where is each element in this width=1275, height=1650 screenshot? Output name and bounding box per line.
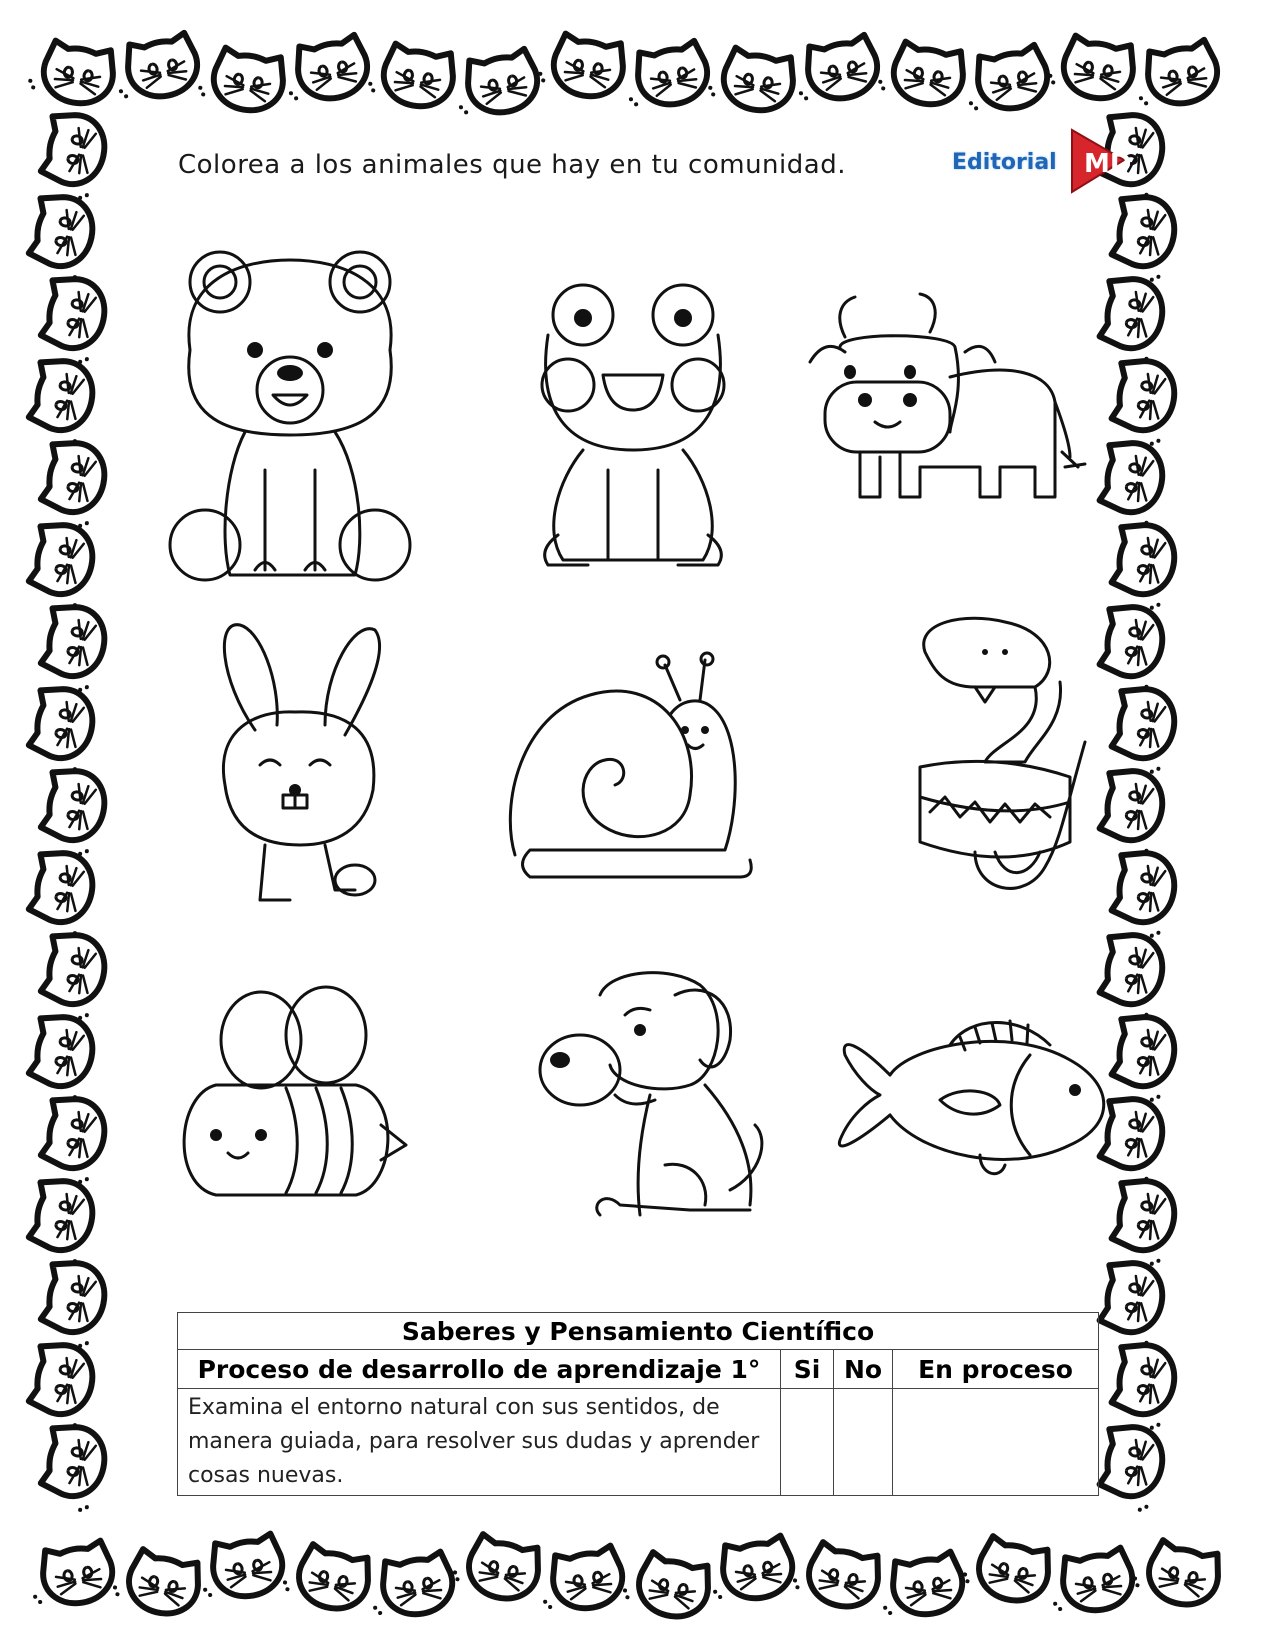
cat-face-icon <box>962 43 1053 116</box>
bear-drawing <box>170 240 410 590</box>
fish-drawing <box>830 1015 1115 1190</box>
editorial-logo <box>952 120 1132 200</box>
cat-face-icon <box>538 30 627 101</box>
cat-face-icon <box>962 1532 1054 1608</box>
cat-face-icon <box>25 1340 98 1431</box>
cat-face-icon <box>25 684 98 775</box>
cat-face-icon <box>1108 849 1179 938</box>
cat-face-icon <box>27 1539 116 1610</box>
checkbox-en-proceso[interactable] <box>893 1389 1099 1496</box>
dog-drawing <box>540 965 795 1240</box>
cat-face-icon <box>1108 193 1179 282</box>
cat-face-icon <box>1048 32 1137 103</box>
option-no: No <box>834 1350 893 1389</box>
logo-text: Editorial <box>952 150 1057 175</box>
cat-face-icon <box>1047 1546 1136 1617</box>
cat-face-icon <box>1108 1341 1179 1430</box>
option-en-proceso: En proceso <box>893 1350 1099 1389</box>
cat-face-icon <box>112 31 203 104</box>
cat-face-icon <box>28 37 117 108</box>
cat-face-icon <box>37 1422 110 1513</box>
snake-drawing <box>915 612 1100 897</box>
cat-face-icon <box>25 848 98 939</box>
instruction-text: Colorea a los animales que hay en tu comunidad. <box>178 150 846 180</box>
cat-face-icon <box>282 1540 374 1616</box>
cat-face-icon <box>1108 1177 1179 1266</box>
cat-face-icon <box>1096 1259 1167 1348</box>
cat-face-icon <box>622 39 713 112</box>
cat-face-icon <box>25 356 98 447</box>
cat-face-icon <box>708 44 797 115</box>
cat-face-icon <box>198 44 287 115</box>
option-si: Si <box>781 1350 834 1389</box>
cat-face-icon <box>452 47 543 120</box>
cat-face-icon <box>368 40 457 111</box>
cat-face-icon <box>1108 685 1179 774</box>
logo-md-icon <box>1064 120 1132 200</box>
checkbox-no[interactable] <box>834 1389 893 1496</box>
evaluation-description: Examina el entorno natural con sus sentidos, de manera guiada, para resolver sus dudas y aprender cosas nuevas. <box>178 1389 781 1496</box>
cat-face-icon <box>37 110 110 201</box>
cat-face-icon <box>37 602 110 693</box>
cat-face-icon <box>1096 767 1167 856</box>
cat-face-icon <box>367 1550 456 1621</box>
cat-face-icon <box>282 33 373 106</box>
cat-face-icon <box>877 1550 966 1621</box>
cat-face-icon <box>792 1538 884 1614</box>
cat-face-icon <box>25 192 98 283</box>
cat-face-icon <box>37 438 110 529</box>
cat-face-icon <box>25 520 98 611</box>
cat-face-icon <box>25 1176 98 1267</box>
rabbit-drawing <box>215 620 390 920</box>
cat-face-icon <box>707 1534 796 1605</box>
cat-face-icon <box>37 766 110 857</box>
cat-face-icon <box>1096 603 1167 692</box>
cat-face-icon <box>197 1532 286 1603</box>
cow-drawing <box>800 292 1120 542</box>
cat-face-icon <box>1096 1423 1167 1512</box>
logo-mark-text: MD <box>1084 149 1132 179</box>
cat-face-icon <box>1132 1536 1224 1612</box>
cat-face-icon <box>37 1094 110 1185</box>
cat-face-icon <box>1108 1013 1179 1102</box>
cat-face-icon <box>792 33 883 106</box>
cat-face-icon <box>37 274 110 365</box>
cat-face-icon <box>537 1544 626 1615</box>
cat-face-icon <box>622 1548 714 1624</box>
cat-face-icon <box>878 38 967 109</box>
cat-face-icon <box>452 1530 544 1606</box>
cat-face-icon <box>112 1545 204 1621</box>
cat-face-icon <box>1096 931 1167 1020</box>
snail-drawing <box>500 655 765 895</box>
evaluation-title: Saberes y Pensamiento Científico <box>178 1313 1099 1350</box>
cat-face-icon <box>25 1012 98 1103</box>
cat-face-icon <box>37 1258 110 1349</box>
cat-face-icon <box>1132 38 1223 111</box>
cat-face-icon <box>37 930 110 1021</box>
frog-drawing <box>538 280 728 580</box>
evaluation-table <box>177 1312 1099 1496</box>
bee-drawing <box>176 985 416 1205</box>
checkbox-si[interactable] <box>781 1389 834 1496</box>
evaluation-header: Proceso de desarrollo de aprendizaje 1° <box>178 1350 781 1389</box>
